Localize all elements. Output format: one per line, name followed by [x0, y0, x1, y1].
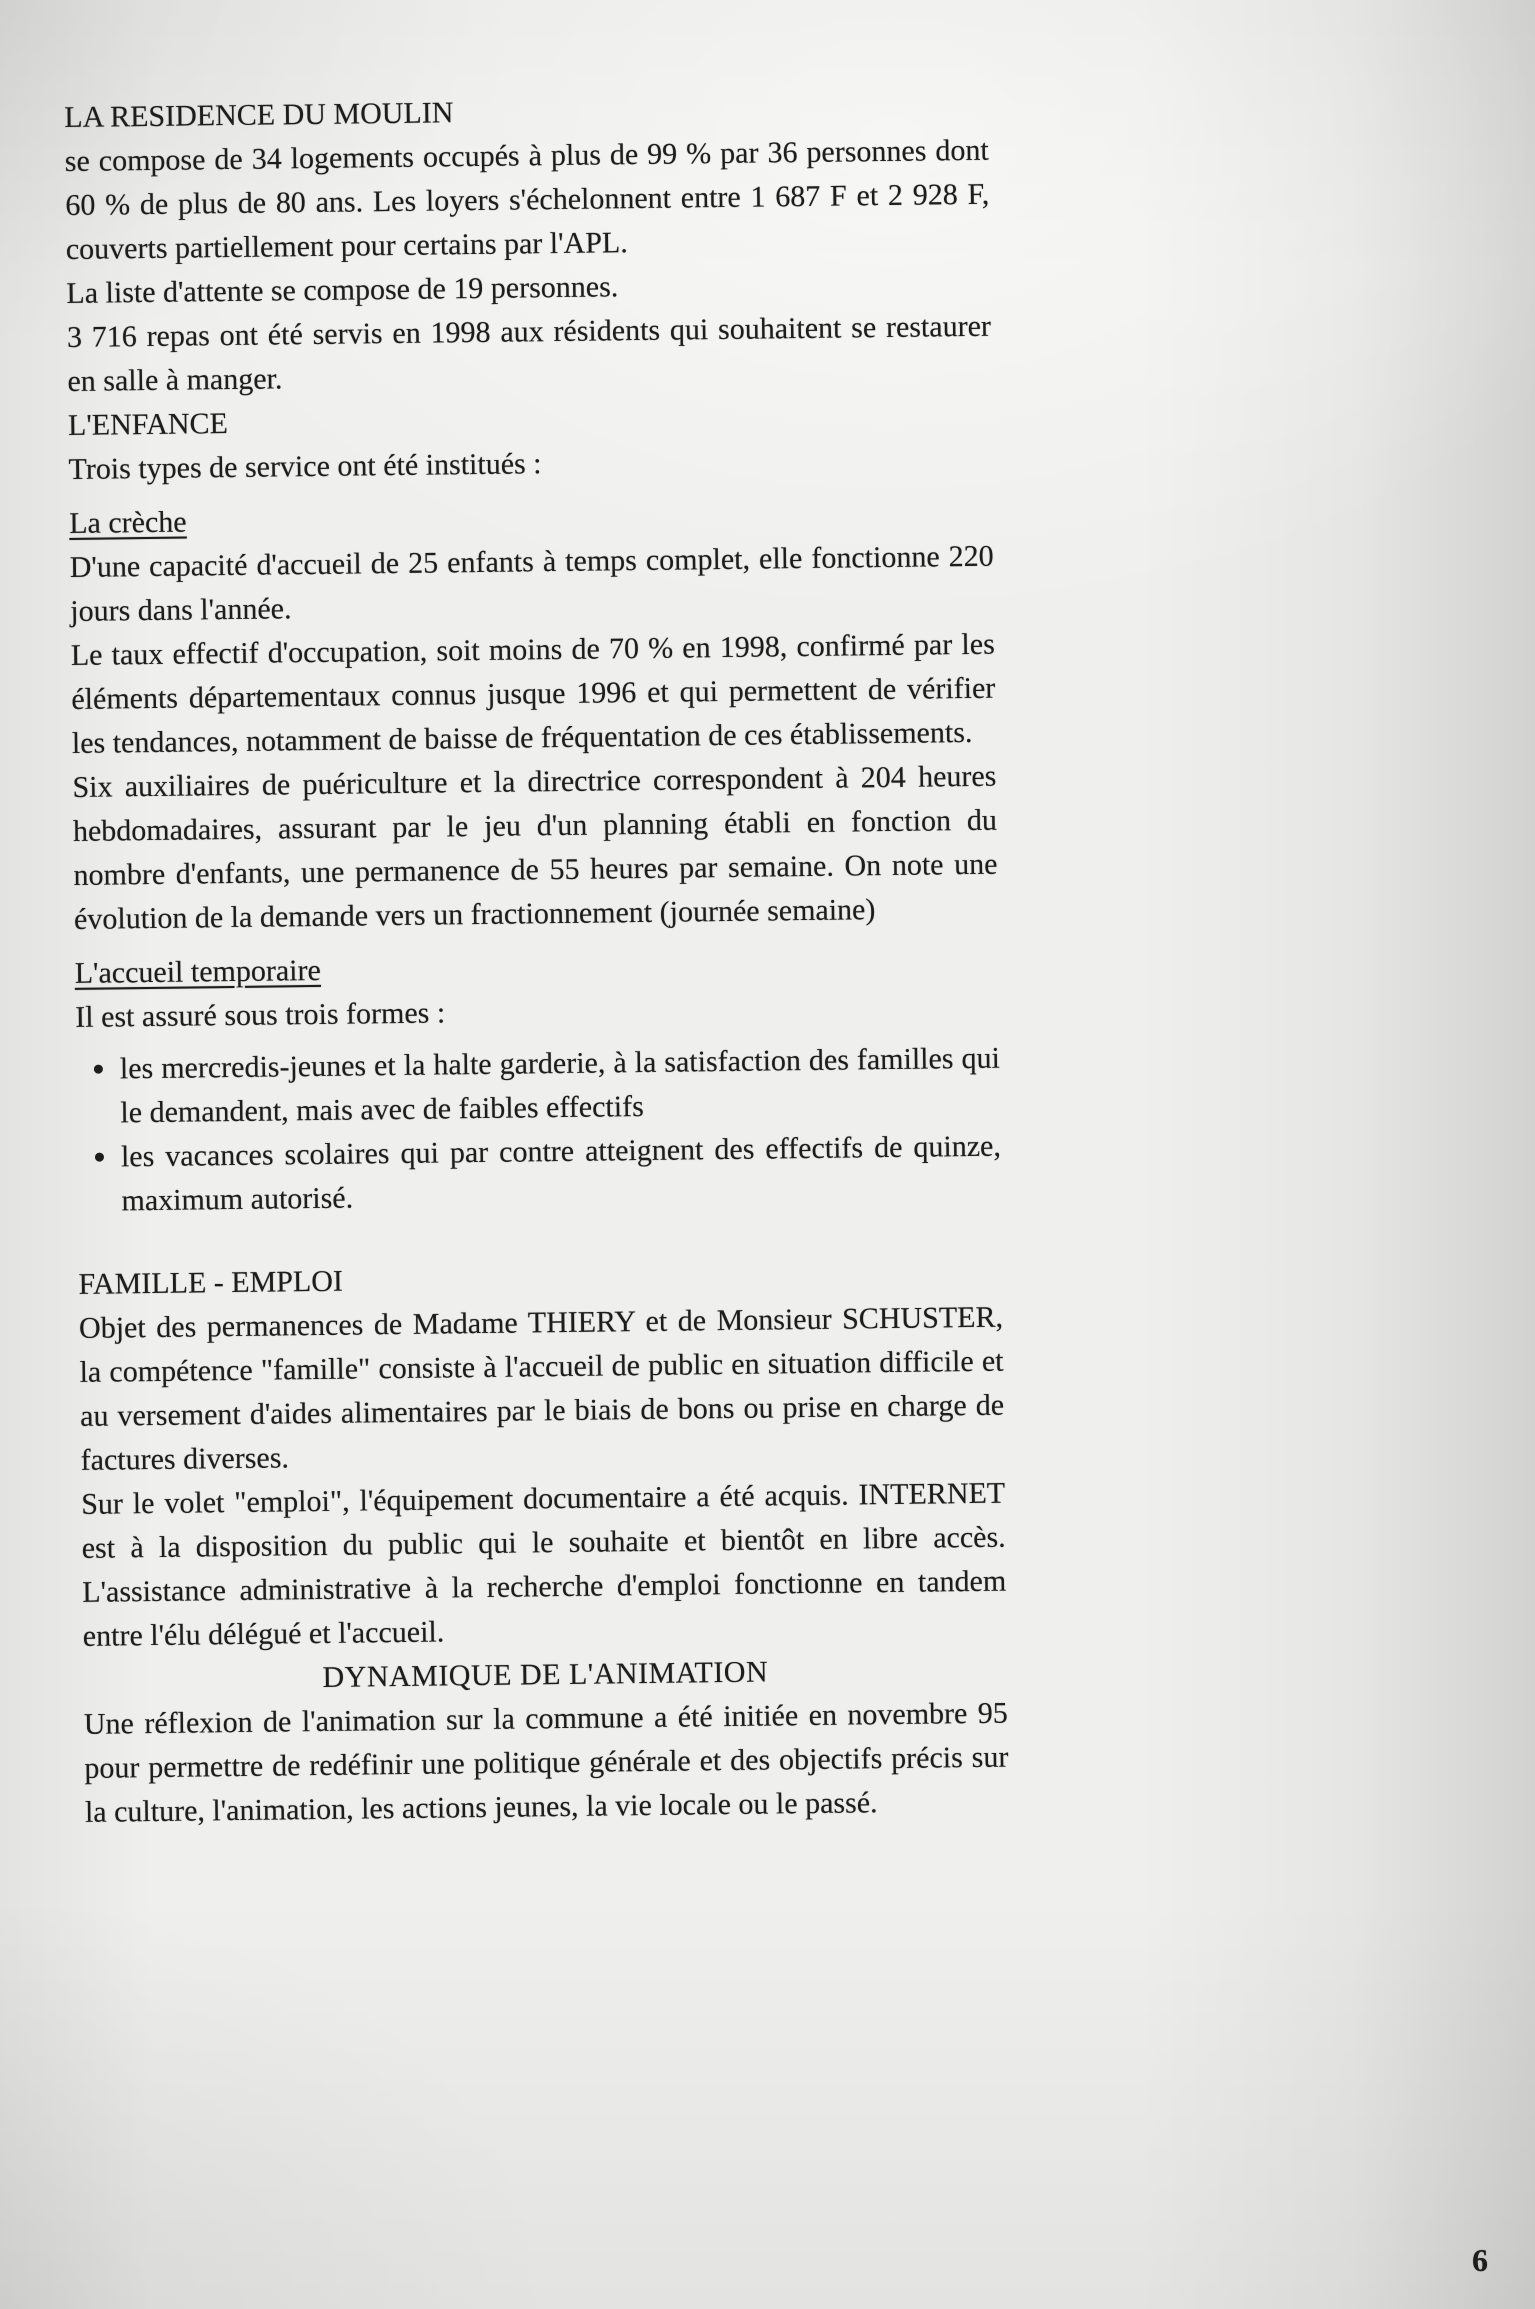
accueil-temporaire-bullet-list: [76, 1037, 1002, 1224]
emploi-paragraph: Sur le volet "emploi", l'équipement documentaire a été acquis. INTERNET est à la disposition du public qui le souhaite et bientôt en libre accès. L'assistance administrative à la recherche d'emploi fonctionne en tandem entre l'élu délégué et l'accueil.: [81, 1476, 1007, 1653]
animation-heading: DYNAMIQUE DE L'ANIMATION: [322, 1655, 769, 1694]
accueil-temporaire-subheading: L'accueil temporaire: [74, 953, 321, 990]
residence-heading: LA RESIDENCE DU MOULIN: [64, 96, 454, 134]
bullet-icon: [95, 1153, 104, 1162]
residence-intro-paragraph: se compose de 34 logements occupés à plus de 99 % par 36 personnes dont 60 % de plus de 80 ans. Les loyers s'échelonnent entre 1 687 F et 2 928 F, couverts partiellement pour certains par l'APL.: [64, 133, 990, 266]
document-content: [64, 85, 1009, 1835]
enfance-heading: L'ENFANCE: [67, 407, 229, 442]
list-item: les mercredis-jeunes et la halte garderie, à la satisfaction des familles qui le demandent, mais avec de faibles effectifs: [76, 1037, 1001, 1136]
subsection-accueil-temporaire: [74, 941, 1001, 1224]
section-enfance: [68, 393, 1002, 1224]
creche-subheading: La crèche: [69, 505, 187, 540]
animation-reflexion-paragraph: Une réflexion de l'animation sur la commune a été initiée en novembre 95 pour permettre de redéfinir une politique générale et des objectifs précis sur la culture, l'animation, les actions jeunes, la vie locale ou le passé.: [83, 1696, 1009, 1829]
residence-liste-attente-paragraph: La liste d'attente se compose de 19 personnes.: [66, 270, 619, 310]
famille-paragraph: Objet des permanences de Madame THIERY et de Monsieur SCHUSTER, la compétence "famille" consiste à l'accueil de public en situation difficile et au versement d'aides alimentaires par le biais de bons ou prise en charge de factures diverses.: [78, 1300, 1005, 1477]
enfance-intro-paragraph: Trois types de service ont été institués :: [68, 447, 542, 486]
creche-capacite-paragraph: D'une capacité d'accueil de 25 enfants à temps complet, elle fonctionne 220 jours dans l'année.: [69, 539, 994, 628]
famille-emploi-heading: FAMILLE - EMPLOI: [78, 1264, 344, 1301]
bullet-icon: [94, 1065, 103, 1074]
creche-auxiliaires-paragraph: Six auxiliaires de puériculture et la directrice correspondent à 204 heures hebdomadaires, assurant par le jeu d'un planning établi en fonction du nombre d'enfants, une permanence de 55 heures par semaine. On note une évolution de la demande vers un fractionnement (journée semaine): [72, 759, 998, 936]
creche-taux-paragraph: Le taux effectif d'occupation, soit moins de 70 % en 1998, confirmé par les éléments départementaux connus jusque 1996 et qui permettent de vérifier les tendances, notamment de baisse de fréquentation de ces établissements.: [70, 627, 996, 760]
section-residence-du-moulin: [64, 85, 992, 404]
page-number: 6: [1472, 2242, 1488, 2278]
list-item: les vacances scolaires qui par contre atteignent des effectifs de quinze, maximum autorisé.: [77, 1125, 1002, 1224]
residence-repas-paragraph: 3 716 repas ont été servis en 1998 aux résidents qui souhaitent se restaurer en salle à manger.: [66, 309, 992, 398]
accueil-temporaire-intro-paragraph: Il est assuré sous trois formes :: [75, 996, 446, 1034]
section-dynamique-animation: [83, 1648, 1009, 1835]
subsection-creche: [69, 491, 998, 942]
section-famille-emploi: [78, 1252, 1007, 1659]
